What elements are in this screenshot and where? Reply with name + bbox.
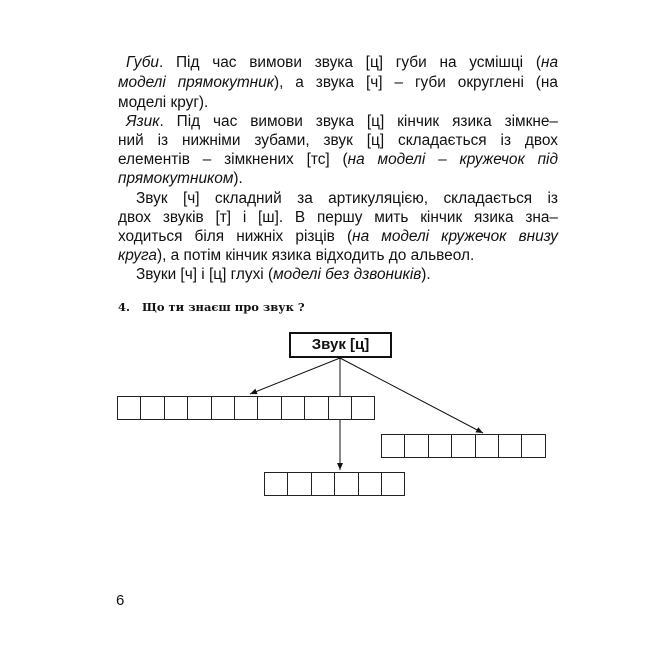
text: ). xyxy=(421,266,431,283)
sound-cell[interactable] xyxy=(381,434,405,458)
text: . Під час вимови звука [ц] кінчик язика зімкне– xyxy=(159,113,558,130)
sound-cell[interactable] xyxy=(358,472,382,496)
text: двох звуків [т] і [ш]. В першу мить кінчик язика зна– xyxy=(118,209,558,226)
sound-cell[interactable] xyxy=(428,434,452,458)
sound-cell[interactable] xyxy=(211,396,235,420)
cells-row-1 xyxy=(117,396,375,420)
text: Звуки [ч] і [ц] глухі ( xyxy=(136,266,274,283)
sound-root-box: Звук [ц] xyxy=(289,332,392,358)
text: ). xyxy=(233,170,243,187)
sound-cell[interactable] xyxy=(281,396,305,420)
sound-cell[interactable] xyxy=(328,396,352,420)
italic-text: на моделі кружечок внизу xyxy=(352,228,558,245)
sound-cell[interactable] xyxy=(304,396,328,420)
sound-cell[interactable] xyxy=(234,396,258,420)
italic-text: моделі без дзвоників xyxy=(273,266,422,283)
italic-text: круга xyxy=(118,247,157,264)
sound-cell[interactable] xyxy=(287,472,311,496)
sound-cell[interactable] xyxy=(117,396,141,420)
text: ний із нижніми зубами, звук [ц] складається із двох xyxy=(118,132,558,149)
text: елементів – зімкнених [тс] ( xyxy=(118,151,348,168)
text: Звук [ч] складний за артикуляцією, складається із xyxy=(136,190,558,207)
text: ), а потім кінчик язика відходить до альвеол. xyxy=(157,247,475,264)
italic-text: на моделі – кружечок під xyxy=(347,151,558,168)
sound-cell[interactable] xyxy=(475,434,499,458)
term-tongue: Язик xyxy=(126,113,160,130)
sound-cell[interactable] xyxy=(498,434,522,458)
page-number: 6 xyxy=(116,592,125,609)
italic-text: моделі прямокутник xyxy=(118,74,274,91)
sound-cell[interactable] xyxy=(451,434,475,458)
sound-cell[interactable] xyxy=(404,434,428,458)
sound-cell[interactable] xyxy=(311,472,335,496)
sound-cell[interactable] xyxy=(164,396,188,420)
cells-row-2 xyxy=(381,434,546,458)
text: моделі круг). xyxy=(118,94,209,111)
text: ходиться біля нижніх різців ( xyxy=(118,228,353,245)
sound-cell[interactable] xyxy=(381,472,405,496)
sound-cell[interactable] xyxy=(334,472,358,496)
sound-cell[interactable] xyxy=(187,396,211,420)
sound-cell[interactable] xyxy=(351,396,375,420)
sound-cell[interactable] xyxy=(521,434,545,458)
term-lips: Губи xyxy=(126,54,159,71)
sound-cell[interactable] xyxy=(140,396,164,420)
italic-text: на xyxy=(540,54,558,71)
text: ), а звука [ч] – губи округлені (на xyxy=(273,74,558,91)
cells-row-3 xyxy=(264,472,405,496)
question-heading: 4. Що ти знаєш про звук ? xyxy=(118,300,305,314)
sound-cell[interactable] xyxy=(264,472,288,496)
arrow-to-row1 xyxy=(250,358,340,394)
sound-cell[interactable] xyxy=(257,396,281,420)
italic-text: прямокутником xyxy=(118,170,234,187)
text: . Під час вимови звука [ц] губи на усмішці ( xyxy=(158,54,541,71)
